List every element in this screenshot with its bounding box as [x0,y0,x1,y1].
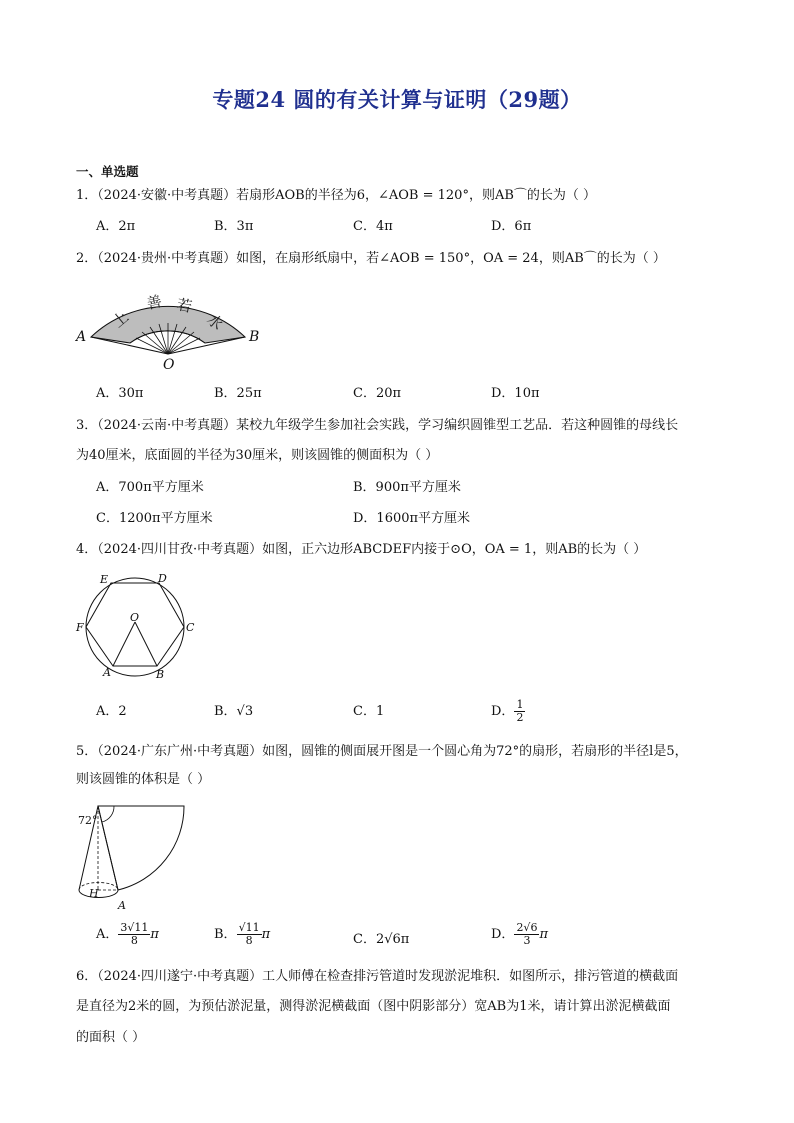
question-3-stem-line2: 为40厘米，底面圆的半径为30厘米，则该圆锥的侧面积为（ ） [76,448,439,463]
question-1-stem: 1．（2024·安徽·中考真题）若扇形AOB的半径为6，∠AOB = 120°，则AB⌒的长为（ ） [76,188,597,203]
q1-option-c: C．4π [353,219,393,234]
circle-o [86,578,184,676]
fan-label-a: A [76,329,87,345]
q3-option-d: D．1600π平方厘米 [353,511,471,526]
hex-label-b: B [156,668,165,681]
q3-option-b: B．900π平方厘米 [353,480,461,495]
q2-option-a: A．30π [96,386,144,401]
angle-label: 72° [78,814,98,827]
fan-char-1: 上 [109,307,133,332]
question-3-stem-line1: 3．（2024·云南·中考真题）某校九年级学生参加社会实践，学习编织圆锥型工艺品．若这种圆锥的母线长 [76,418,679,433]
page-title: 专题24 圆的有关计算与证明（29题） [212,87,582,112]
q2-option-d: D．10π [491,386,540,401]
q5-option-b: B． $\frac{√11}{8}$ π [214,921,271,947]
hexagon-abcdef [86,583,184,666]
section-heading: 一、单选题 [76,164,139,179]
q2-option-b: B．25π [214,386,262,401]
question-2-stem: 2．（2024·贵州·中考真题）如图，在扇形纸扇中，若∠AOB = 150°，OA = 24，则AB⌒的长为（ ） [76,251,666,266]
hex-label-d: D [158,572,167,585]
cone-figure [70,798,275,916]
q3-option-c: C．1200π平方厘米 [96,511,213,526]
hex-label-o: O [130,611,140,624]
q1-option-a: A．2π [96,219,136,234]
fan-char-4: 水 [203,310,227,334]
fan-char-2: 善 [145,292,164,313]
q1-option-d: D．6π [491,219,532,234]
unrolled-sector [98,806,184,890]
hex-label-f: F [76,621,84,634]
q4-option-a: A．2 [96,704,127,719]
q1-option-b: B．3π [214,219,254,234]
hexagon-figure [70,568,200,686]
hex-label-e: E [100,573,109,586]
cone-label-h: H [89,887,99,900]
cone-label-a: A [118,899,126,912]
fan-label-b: B [249,329,260,345]
question-4-stem: 4．（2024·四川甘孜·中考真题）如图，正六边形ABCDEF内接于⊙O，OA = 1，则AB的长为（ ） [76,542,647,557]
q5-option-a: A． $\frac{3√11}{8}$ π [96,921,159,947]
q2-option-c: C．20π [353,386,402,401]
question-6-stem-line3: 的面积（ ） [76,1030,146,1045]
question-5-stem-line1: 5．（2024·广东广州·中考真题）如图，圆锥的侧面展开图是一个圆心角为72°的扇形，若扇形的半径l是5， [76,744,688,759]
hex-label-a: A [103,666,111,679]
q5-option-d: D． $\frac{2√6}{3}$ π [491,921,548,947]
fan-figure [70,276,270,372]
question-6-stem-line2: 是直径为2米的圆，为预估淤泥量，测得淤泥横截面（图中阴影部分）宽AB为1米，请计算出淤泥横截面 [76,999,671,1014]
q4-option-d: D． $\frac{1}{2}$ [491,698,524,724]
question-5-stem-line2: 则该圆锥的体积是（ ） [76,772,211,787]
q5-option-c: C．2√6π [353,932,410,947]
question-6-stem-line1: 6．（2024·四川遂宁·中考真题）工人师傅在检查排污管道时发现淤泥堆积．如图所示，排污管道的横截面 [76,969,679,984]
q4-option-b: B．√3 [214,704,254,719]
fan-label-o: O [163,357,175,372]
q3-option-a: A．700π平方厘米 [96,480,204,495]
q4-option-c: C．1 [353,704,385,719]
fan-char-3: 若 [175,295,194,317]
hex-label-c: C [186,621,195,634]
